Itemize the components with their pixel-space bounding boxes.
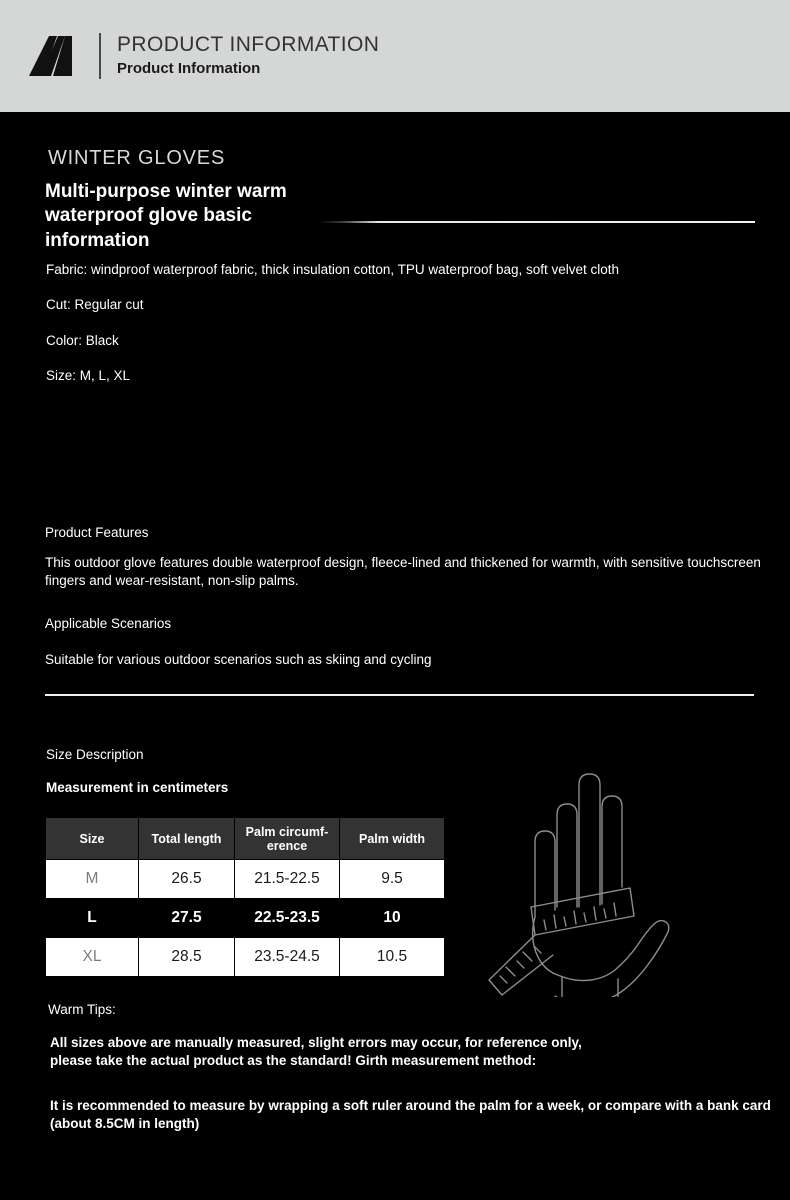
spec-list xyxy=(46,262,756,404)
spec-color: Color: Black xyxy=(46,332,119,348)
column-header-size: Size xyxy=(46,818,139,860)
header-vertical-divider xyxy=(99,33,101,79)
warm-tips-body-secondary: It is recommended to measure by wrapping a soft ruler around the palm for a week, or compare with a bank card (about 8.5CM in length) xyxy=(50,1098,771,1131)
brand-logo-icon xyxy=(27,34,81,78)
warm-tips-heading: Warm Tips: xyxy=(48,1002,116,1017)
applicable-scenarios-block xyxy=(45,616,783,669)
product-features-block xyxy=(45,525,783,590)
product-kicker: WINTER GLOVES xyxy=(48,147,226,169)
cell-total-length: 26.5 xyxy=(139,860,235,899)
size-table-header-row xyxy=(46,818,445,860)
cell-size: M xyxy=(46,860,139,899)
size-table-head xyxy=(46,818,445,860)
product-features-body: This outdoor glove features double waterproof design, fleece-lined and thickened for warmth, with sensitive touchscreen fingers and wear-resistant, non-slip palms. xyxy=(45,554,761,589)
table-row xyxy=(46,899,445,938)
size-table-body xyxy=(46,860,445,977)
spec-size: Size: M, L, XL xyxy=(46,368,131,384)
cell-size: L xyxy=(46,899,139,938)
header-title-en: PRODUCT INFORMATION xyxy=(117,32,380,56)
product-detail-body xyxy=(0,112,790,1200)
size-measurement-unit-note: Measurement in centimeters xyxy=(46,780,229,795)
page-header xyxy=(0,0,790,112)
cell-palm-width: 10.5 xyxy=(340,938,445,977)
title-divider-rule xyxy=(318,221,755,223)
table-row xyxy=(46,938,445,977)
page-title: Multi-purpose winter warm waterproof glove basic information xyxy=(45,181,287,251)
hand-with-measuring-tape-icon xyxy=(478,767,693,997)
warm-tips-body-primary: All sizes above are manually measured, slight errors may occur, for reference only, please take the actual product as the standard! Girth measurement method: xyxy=(50,1035,582,1068)
cell-palm-width: 10 xyxy=(340,899,445,938)
spec-cut: Cut: Regular cut xyxy=(46,297,144,313)
cell-total-length: 28.5 xyxy=(139,938,235,977)
column-header-palm-width: Palm width xyxy=(340,818,445,860)
cell-palm-circumference: 21.5-22.5 xyxy=(235,860,340,899)
size-table xyxy=(45,817,445,977)
applicable-scenarios-body: Suitable for various outdoor scenarios such as skiing and cycling xyxy=(45,651,432,667)
cell-palm-circumference: 22.5-23.5 xyxy=(235,899,340,938)
column-header-total-length: Total length xyxy=(139,818,235,860)
applicable-scenarios-heading: Applicable Scenarios xyxy=(45,616,172,631)
header-title-sub: Product Information xyxy=(117,59,261,77)
cell-size: XL xyxy=(46,938,139,977)
cell-palm-circumference: 23.5-24.5 xyxy=(235,938,340,977)
size-description-heading: Size Description xyxy=(46,747,144,762)
header-title-group xyxy=(117,33,379,79)
column-header-palm-circumference: Palm circumf-erence xyxy=(235,818,340,860)
spec-fabric: Fabric: windproof waterproof fabric, thick insulation cotton, TPU waterproof bag, soft velvet cloth xyxy=(46,262,620,277)
cell-palm-width: 9.5 xyxy=(340,860,445,899)
section-divider-rule xyxy=(45,694,754,696)
table-row xyxy=(46,860,445,899)
cell-total-length: 27.5 xyxy=(139,899,235,938)
product-features-heading: Product Features xyxy=(45,525,149,540)
